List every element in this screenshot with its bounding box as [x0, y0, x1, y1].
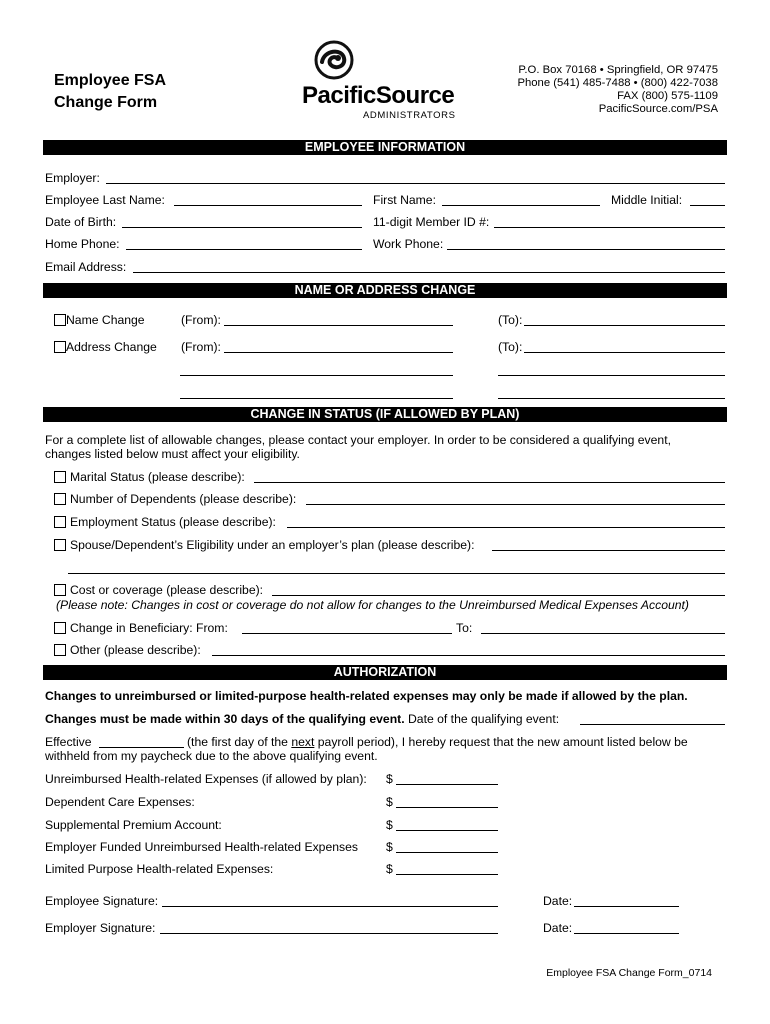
spouse-label: Spouse/Dependent’s Eligibility under an employer’s plan (please describe):: [70, 538, 475, 552]
name-change-checkbox[interactable]: [54, 314, 66, 326]
name-to-field[interactable]: [524, 325, 725, 326]
employee-date-field[interactable]: [574, 906, 679, 907]
last-name-label: Employee Last Name:: [45, 193, 165, 207]
section-employee-information: EMPLOYEE INFORMATION: [43, 140, 727, 155]
marital-label: Marital Status (please describe):: [70, 470, 245, 484]
employer-signature-field[interactable]: [160, 933, 498, 934]
other-field[interactable]: [212, 655, 725, 656]
address-to-line2[interactable]: [498, 375, 725, 376]
effective-label: Effective: [45, 735, 92, 749]
beneficiary-from-field[interactable]: [242, 633, 452, 634]
marital-field[interactable]: [254, 482, 725, 483]
employee-date-label: Date:: [543, 894, 573, 908]
cost-field[interactable]: [272, 595, 725, 596]
swirl-icon: [314, 40, 354, 80]
effective-date-field[interactable]: [99, 747, 184, 748]
expense-label-employer-funded: Employer Funded Unreimbursed Health-related Expenses: [45, 840, 358, 854]
beneficiary-label: Change in Beneficiary: From:: [70, 621, 228, 635]
name-from-label: (From):: [181, 313, 221, 327]
dollar-sign: $: [386, 772, 393, 786]
other-checkbox[interactable]: [54, 644, 66, 656]
last-name-field[interactable]: [174, 205, 362, 206]
expense-amount-limited-purpose[interactable]: [396, 874, 498, 875]
employer-field[interactable]: [106, 183, 725, 184]
status-intro-line1: For a complete list of allowable changes, please contact your employer. In order to be considered a qualifying event,: [45, 433, 671, 447]
employee-signature-label: Employee Signature:: [45, 894, 159, 908]
address-line: P.O. Box 70168 • Springfield, OR 97475: [518, 64, 718, 76]
dob-field[interactable]: [122, 227, 362, 228]
address-change-label: Address Change: [66, 340, 157, 354]
name-to-label: (To):: [498, 313, 523, 327]
member-id-label: 11-digit Member ID #:: [373, 215, 490, 229]
logo-name: PacificSource: [302, 82, 455, 109]
qualifying-date-label: Date of the qualifying event:: [408, 712, 560, 726]
address-from-line3[interactable]: [180, 398, 453, 399]
cost-label: Cost or coverage (please describe):: [70, 583, 264, 597]
fax-line: FAX (800) 575-1109: [617, 90, 718, 102]
employment-field[interactable]: [287, 527, 725, 528]
spouse-field-line2[interactable]: [68, 573, 725, 574]
dependents-checkbox[interactable]: [54, 493, 66, 505]
cost-checkbox[interactable]: [54, 584, 66, 596]
effective-next: next: [291, 735, 315, 749]
employer-signature-label: Employer Signature:: [45, 921, 156, 935]
spouse-checkbox[interactable]: [54, 539, 66, 551]
effective-text-b: payroll period), I hereby request that the new amount listed below be: [317, 735, 688, 749]
email-field[interactable]: [133, 272, 725, 273]
expense-label-dependent-care: Dependent Care Expenses:: [45, 795, 195, 809]
expense-amount-unreimbursed[interactable]: [396, 784, 498, 785]
first-name-label: First Name:: [373, 193, 436, 207]
form-footer-code: Employee FSA Change Form_0714: [546, 967, 712, 979]
work-phone-label: Work Phone:: [373, 237, 444, 251]
marital-checkbox[interactable]: [54, 471, 66, 483]
name-change-label: Name Change: [66, 313, 145, 327]
section-name-address-change: NAME OR ADDRESS CHANGE: [43, 283, 727, 298]
address-change-checkbox[interactable]: [54, 341, 66, 353]
address-to-label: (To):: [498, 340, 523, 354]
address-to-line3[interactable]: [498, 398, 725, 399]
email-label: Email Address:: [45, 260, 127, 274]
beneficiary-to-label: To:: [456, 621, 473, 635]
qualifying-date-field[interactable]: [580, 724, 725, 725]
address-from-field[interactable]: [224, 352, 453, 353]
employer-date-field[interactable]: [574, 933, 679, 934]
beneficiary-checkbox[interactable]: [54, 622, 66, 634]
status-intro-line2: changes listed below must affect your eligibility.: [45, 447, 300, 461]
section-authorization: AUTHORIZATION: [43, 665, 727, 680]
work-phone-field[interactable]: [447, 249, 725, 250]
expense-label-supplemental: Supplemental Premium Account:: [45, 818, 222, 832]
expense-amount-dependent-care[interactable]: [396, 807, 498, 808]
website-line: PacificSource.com/PSA: [598, 103, 718, 115]
employer-date-label: Date:: [543, 921, 573, 935]
middle-initial-field[interactable]: [690, 205, 725, 206]
expense-label-limited-purpose: Limited Purpose Health-related Expenses:: [45, 862, 274, 876]
dollar-sign: $: [386, 795, 393, 809]
phone-line: Phone (541) 485-7488 • (800) 422-7038: [517, 77, 718, 89]
expense-amount-employer-funded[interactable]: [396, 852, 498, 853]
middle-initial-label: Middle Initial:: [611, 193, 683, 207]
first-name-field[interactable]: [442, 205, 600, 206]
employment-label: Employment Status (please describe):: [70, 515, 276, 529]
dependents-field[interactable]: [306, 504, 725, 505]
dollar-sign: $: [386, 840, 393, 854]
cost-note: (Please note: Changes in cost or coverage do not allow for changes to the Unreimbursed Medical Expenses Account): [56, 598, 689, 612]
member-id-field[interactable]: [494, 227, 725, 228]
effective-text-a: (the first day of the: [187, 735, 288, 749]
form-title-line1: Employee FSA: [54, 72, 167, 89]
employee-signature-field[interactable]: [162, 906, 498, 907]
other-label: Other (please describe):: [70, 643, 201, 657]
logo: [300, 40, 460, 122]
spouse-field[interactable]: [492, 550, 725, 551]
dependents-label: Number of Dependents (please describe):: [70, 492, 297, 506]
effective-text: [187, 735, 688, 749]
dob-label: Date of Birth:: [45, 215, 117, 229]
dollar-sign: $: [386, 818, 393, 832]
dollar-sign: $: [386, 862, 393, 876]
effective-text-line2: withheld from my paycheck due to the above qualifying event.: [45, 749, 378, 763]
expense-amount-supplemental[interactable]: [396, 830, 498, 831]
auth-deadline-notice: [45, 712, 559, 726]
employer-label: Employer:: [45, 171, 100, 185]
address-from-label: (From):: [181, 340, 221, 354]
section-change-in-status: CHANGE IN STATUS (IF ALLOWED BY PLAN): [43, 407, 727, 422]
form-title-line2: Change Form: [54, 94, 158, 111]
logo-sub: ADMINISTRATORS: [363, 110, 456, 121]
expense-label-unreimbursed: Unreimbursed Health-related Expenses (if allowed by plan):: [45, 772, 367, 786]
auth-deadline-bold: Changes must be made within 30 days of the qualifying event.: [45, 712, 405, 726]
auth-plan-notice: Changes to unreimbursed or limited-purpose health-related expenses may only be made if allowed by the plan.: [45, 689, 688, 703]
beneficiary-to-field[interactable]: [481, 633, 725, 634]
home-phone-label: Home Phone:: [45, 237, 120, 251]
home-phone-field[interactable]: [126, 249, 362, 250]
employment-checkbox[interactable]: [54, 516, 66, 528]
name-from-field[interactable]: [224, 325, 453, 326]
address-from-line2[interactable]: [180, 375, 453, 376]
address-to-field[interactable]: [524, 352, 725, 353]
